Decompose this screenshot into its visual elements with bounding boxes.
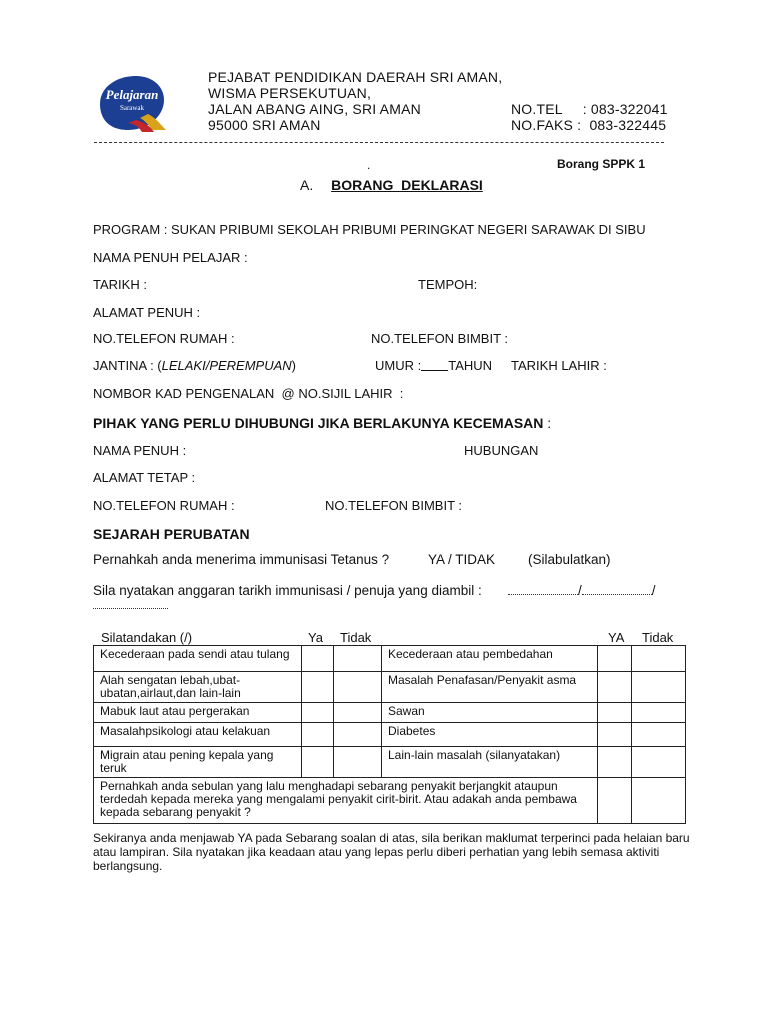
checkbox-tidak[interactable] (334, 723, 382, 747)
checkbox-tidak[interactable] (632, 703, 686, 723)
umur-prefix: UMUR : (375, 358, 422, 373)
checkbox-tidak[interactable] (334, 703, 382, 723)
checkbox-ya[interactable] (598, 703, 632, 723)
checkbox-ya[interactable] (598, 672, 632, 703)
pelajaran-sarawak-logo (96, 74, 168, 132)
table-row (94, 778, 686, 824)
condition-right: Masalah Penafasan/Penyakit asma (382, 672, 598, 703)
emergency-title: PIHAK YANG PERLU DIHUBUNGI JIKA BERLAKUNYA KECEMASAN (93, 415, 544, 431)
office-line-3: JALAN ABANG AING, SRI AMAN (208, 101, 421, 117)
checkbox-ya[interactable] (302, 646, 334, 672)
office-address (208, 69, 502, 133)
jantina-options: LELAKI/PEREMPUAN (161, 358, 292, 373)
kad-pengenalan-label: NOMBOR KAD PENGENALAN @ NO.SIJIL LAHIR : (93, 386, 404, 401)
office-line-1: PEJABAT PENDIDIKAN DAERAH SRI AMAN, (208, 69, 503, 85)
footer-note: Sekiranya anda menjawab YA pada Sebarang soalan di atas, sila berikan maklumat terperinci pada helaian baru atau lampiran. Sila nyatakan jika keadaan atau yang lepas perlu diberi perhatian yang lebih semasa aktiviti berlangsung. (93, 831, 690, 873)
col-tidak-right: Tidak (642, 630, 674, 645)
col-ya-right: YA (608, 630, 625, 645)
umur-suffix: TAHUN (448, 358, 493, 373)
form-title (300, 177, 483, 193)
office-faks: NO.FAKS : 083-322445 (511, 117, 667, 133)
checkbox-ya[interactable] (302, 703, 334, 723)
tarikh-lahir-label: TARIKH LAHIR : (511, 358, 607, 373)
checkbox-ya[interactable] (598, 778, 632, 824)
emergency-title-suffix: : (543, 415, 552, 431)
col-ya-left: Ya (308, 630, 323, 645)
contagious-question: Pernahkah anda sebulan yang lalu menghadapi sebarang penyakit berjangkit ataupun terdedah kepada mereka yang mengalami penyakit cirit-birit. Atau adakah anda pembawa kepada sebarang penyakit ? (94, 778, 598, 824)
date-sep-1: / (578, 583, 582, 598)
checkbox-tidak[interactable] (334, 672, 382, 703)
medical-title: SEJARAH PERUBATAN (93, 526, 250, 542)
office-tel: NO.TEL : 083-322041 (511, 101, 668, 117)
checkbox-ya[interactable] (302, 747, 334, 778)
checkbox-tidak[interactable] (334, 646, 382, 672)
umur-blank[interactable] (421, 358, 448, 371)
tetanus-question: Pernahkah anda menerima immunisasi Tetanus ? (93, 552, 390, 567)
section-title: BORANG DEKLARASI (331, 177, 483, 193)
jantina-suffix: ) (291, 358, 297, 373)
table-row (94, 747, 686, 778)
alamat-penuh-label: ALAMAT PENUH : (93, 305, 201, 320)
checkbox-tidak[interactable] (632, 672, 686, 703)
checkbox-ya[interactable] (302, 723, 334, 747)
checkbox-tidak[interactable] (632, 778, 686, 824)
table-instruction: Silatandakan (/) (101, 630, 193, 645)
table-row (94, 672, 686, 703)
condition-right: Diabetes (382, 723, 598, 747)
condition-right: Lain-lain masalah (silanyatakan) (382, 747, 598, 778)
tarikh-label: TARIKH : (93, 277, 147, 292)
tetanus-instruction: (Silabulatkan) (528, 552, 611, 567)
condition-left: Kecederaan pada sendi atau tulang (94, 646, 302, 672)
checkbox-tidak[interactable] (632, 646, 686, 672)
condition-right: Sawan (382, 703, 598, 723)
emergency-tel-bimbit-label: NO.TELEFON BIMBIT : (325, 498, 463, 513)
checkbox-tidak[interactable] (334, 747, 382, 778)
date-day-blank[interactable] (508, 583, 578, 595)
checkbox-ya[interactable] (302, 672, 334, 703)
emergency-alamat-label: ALAMAT TETAP : (93, 470, 196, 485)
stray-dot: . (367, 158, 371, 172)
table-row (94, 723, 686, 747)
section-letter: A. (300, 177, 314, 193)
program-line: PROGRAM : SUKAN PRIBUMI SEKOLAH PRIBUMI PERINGKAT NEGERI SARAWAK DI SIBU (93, 222, 646, 237)
condition-left: Masalahpsikologi atau kelakuan (94, 723, 302, 747)
date-sep-2: / (651, 583, 656, 598)
emergency-nama-label: NAMA PENUH : (93, 443, 187, 458)
office-line-4: 95000 SRI AMAN (208, 117, 321, 133)
checkbox-ya[interactable] (598, 723, 632, 747)
tel-rumah-label: NO.TELEFON RUMAH : (93, 331, 235, 346)
checkbox-tidak[interactable] (632, 747, 686, 778)
form-code: Borang SPPK 1 (557, 157, 646, 171)
immunisation-date-fields[interactable] (508, 583, 656, 598)
logo-text-pelajaran: Pelajaran (105, 87, 159, 102)
date-year-blank[interactable] (93, 597, 168, 609)
office-line-2: WISMA PERSEKUTUAN, (208, 85, 372, 101)
jantina-prefix: JANTINA : ( (93, 358, 162, 373)
emergency-tel-rumah-label: NO.TELEFON RUMAH : (93, 498, 235, 513)
table-row (94, 646, 686, 672)
condition-left: Migrain atau pening kepala yang teruk (94, 747, 302, 778)
nama-pelajar-label: NAMA PENUH PELAJAR : (93, 250, 248, 265)
checkbox-ya[interactable] (598, 646, 632, 672)
condition-right: Kecederaan atau pembedahan (382, 646, 598, 672)
condition-left: Mabuk laut atau pergerakan (94, 703, 302, 723)
tetanus-options[interactable]: YA / TIDAK (428, 552, 496, 567)
tempoh-label: TEMPOH: (418, 277, 478, 292)
medical-checklist-table (93, 645, 686, 824)
checkbox-ya[interactable] (598, 747, 632, 778)
logo-text-sarawak: Sarawak (119, 104, 145, 112)
date-month-blank[interactable] (582, 583, 652, 595)
jantina-label (93, 358, 296, 373)
immunisation-date-question: Sila nyatakan anggaran tarikh immunisasi / penuja yang diambil : (93, 583, 482, 598)
condition-left: Alah sengatan lebah,ubat-ubatan,airlaut,dan lain-lain (94, 672, 302, 703)
checkbox-tidak[interactable] (632, 723, 686, 747)
emergency-heading (93, 415, 551, 431)
emergency-hubungan-label: HUBUNGAN (464, 443, 539, 458)
col-tidak-left: Tidak (340, 630, 372, 645)
tel-bimbit-label: NO.TELEFON BIMBIT : (371, 331, 509, 346)
header-divider (94, 142, 664, 143)
umur-label (375, 358, 492, 373)
table-row (94, 703, 686, 723)
